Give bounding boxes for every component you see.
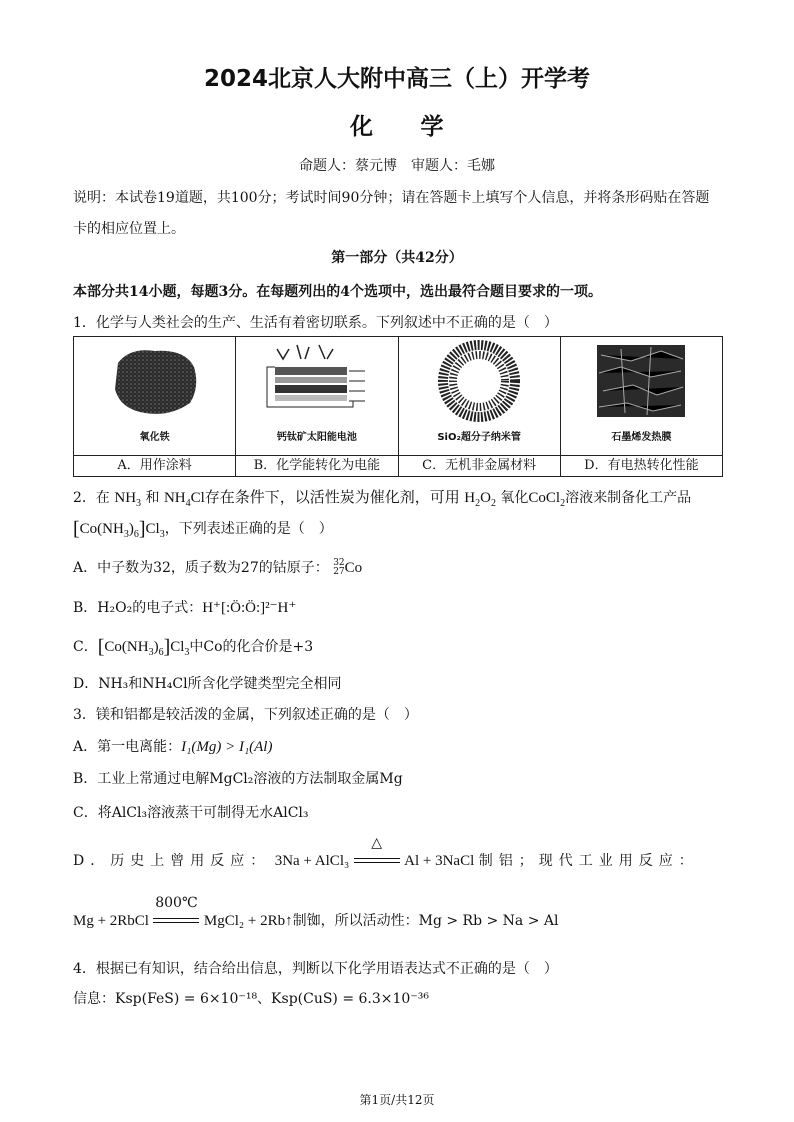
q1-option-b: B．化学能转化为电能: [236, 456, 398, 477]
q3-option-b: B．工业上常通过电解MgCl₂溶液的方法制取金属Mg: [73, 771, 403, 787]
q1-option-c: C．无机非金属材料: [398, 456, 560, 477]
q1-option-a: A．用作涂料: [74, 456, 236, 477]
authors-line: 命题人：蔡元博 审题人：毛娜: [299, 158, 495, 174]
q2-option-a: A．中子数为32，质子数为27的钴原子： 32 27Co: [73, 558, 363, 577]
section-note: 本部分共14小题，每题3分。在每题列出的4个选项中，选出最符合题目要求的一项。: [73, 284, 602, 300]
q2-option-b: B．H₂O₂的电子式：H⁺[:Ö:Ö:]²⁻H⁺: [73, 600, 297, 616]
equilibrium-sign: △: [354, 855, 400, 867]
q4-stem: 4．根据已有知识，结合给出信息，判断以下化学用语表达式不正确的是（ ）: [73, 961, 558, 977]
q4-info: 信息：Ksp(FeS) = 6×10⁻¹⁸、Ksp(CuS) = 6.3×10⁻³⁶: [73, 991, 429, 1007]
q1-caption-c: SiO₂超分子纳米管: [437, 432, 521, 443]
graphene-film-image: [561, 337, 722, 425]
instructions: 说明：本试卷19道题，共100分；考试时间90分钟；请在答题卡上填写个人信息，并将条形码贴在答题卡的相应位置上。: [73, 190, 710, 237]
solar-cell-image: [236, 337, 397, 425]
section-title: 第一部分（共42分）: [331, 250, 463, 266]
page-footer: 第1页/共12页: [359, 1093, 435, 1107]
q1-caption-b: 钙钛矿太阳能电池: [276, 432, 357, 443]
q1-image-table: [73, 336, 723, 477]
q2-stem-line2: $[Co(NH_3)_6]Cl_3$，下列表述正确的是（ ）: [73, 518, 333, 540]
q1-option-d: D．有电热转化性能: [560, 456, 722, 477]
q2-stem-line1: 2．在 $NH_3$ 和 $NH_4Cl$存在条件下，以活性炭为催化剂，可用 $H_2O_2$ 氧化CoCl$_2$溶液来制备化工产品: [73, 490, 692, 509]
q1-caption-d: 石墨烯发热膜: [611, 432, 672, 443]
q3-option-d-line2: Mg + 2RbCl 800℃ MgCl₂ + 2Rb↑制铷，所以活动性：Mg > Rb > Na > Al: [73, 895, 559, 929]
q2-option-c: C．$[Co(NH_3)_6]Cl_3$中Co的化合价是+3: [73, 636, 314, 658]
q2-option-d: D．NH₃和NH₄Cl所含化学键类型完全相同: [73, 676, 342, 692]
iron-oxide-image: [74, 337, 235, 425]
q3-option-a: A．第一电离能：I₁(Mg) > I₁(Al): [73, 739, 273, 755]
q1-image-cell-b: [236, 337, 398, 456]
q1-caption-a: 氧化铁: [139, 432, 170, 443]
subject-title: 化 学: [350, 114, 444, 140]
q3-option-d-line1: D．历史上曾用反应： 3Na + AlCl₃ △ Al + 3NaCl 制铝；现代工业用反应：: [73, 835, 699, 869]
q1-image-cell-a: [74, 337, 236, 456]
nanotube-image: [399, 337, 560, 425]
q1-stem: 1．化学与人类社会的生产、生活有着密切联系。下列叙述中不正确的是（ ）: [73, 315, 558, 331]
q1-image-cell-c: [398, 337, 560, 456]
equilibrium-sign: 800℃: [153, 915, 199, 927]
q1-image-cell-d: [560, 337, 722, 456]
q3-option-c: C．将AlCl₃溶液蒸干可制得无水AlCl₃: [73, 805, 309, 821]
exam-title: 2024北京人大附中高三（上）开学考: [203, 66, 590, 92]
q3-stem: 3．镁和铝都是较活泼的金属，下列叙述正确的是（ ）: [73, 707, 418, 723]
